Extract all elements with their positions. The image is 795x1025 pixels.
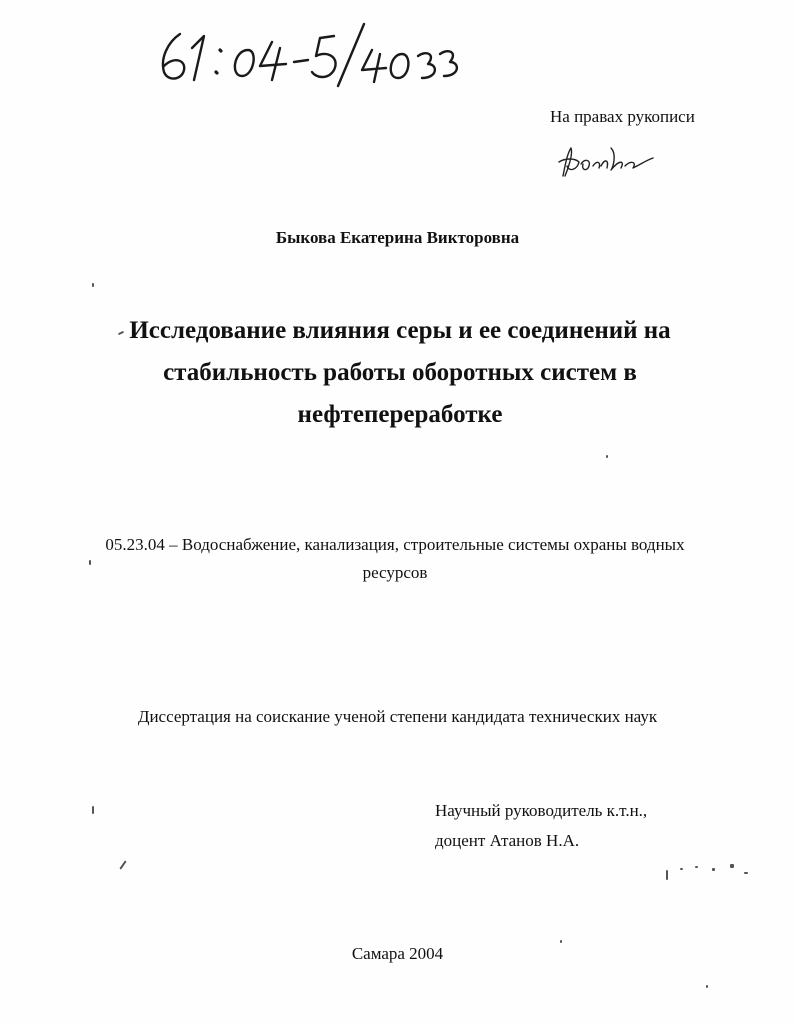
scan-speck <box>730 864 734 868</box>
scan-speck <box>92 806 94 814</box>
author-name: Быкова Екатерина Викторовна <box>275 228 520 247</box>
scan-speck <box>606 455 608 458</box>
dissertation-title <box>80 310 720 436</box>
scan-speck <box>560 940 562 943</box>
specialty-line: 05.23.04 – Водоснабжение, канализация, строительные системы охраны водных <box>105 535 685 554</box>
specialty-line: ресурсов <box>362 563 428 582</box>
scan-speck <box>92 283 94 287</box>
scan-speck <box>666 870 668 880</box>
degree-statement: Диссертация на соискание ученой степени кандидата технических наук <box>137 707 658 726</box>
supervisor-line: Научный руководитель к.т.н., <box>435 801 648 820</box>
manuscript-rights-note: На правах рукописи <box>550 107 695 126</box>
supervisor-line: доцент Атанов Н.А. <box>435 831 580 850</box>
scan-speck <box>680 868 683 870</box>
handwritten-archive-code <box>150 20 460 90</box>
scan-speck <box>706 985 708 988</box>
author-signature <box>555 140 655 182</box>
scan-speck <box>695 866 698 868</box>
title-line: стабильность работы оборотных систем в <box>163 359 637 386</box>
scientific-supervisor <box>435 796 647 856</box>
scan-speck <box>744 872 748 874</box>
title-line: Исследование влияния серы и ее соединений на <box>129 317 671 344</box>
city-and-year: Самара 2004 <box>351 944 444 963</box>
scan-speck <box>89 560 91 565</box>
scan-speck <box>712 868 715 871</box>
title-line: нефтепереработке <box>297 401 503 428</box>
scan-speck <box>119 860 126 869</box>
specialty-code <box>85 531 705 587</box>
